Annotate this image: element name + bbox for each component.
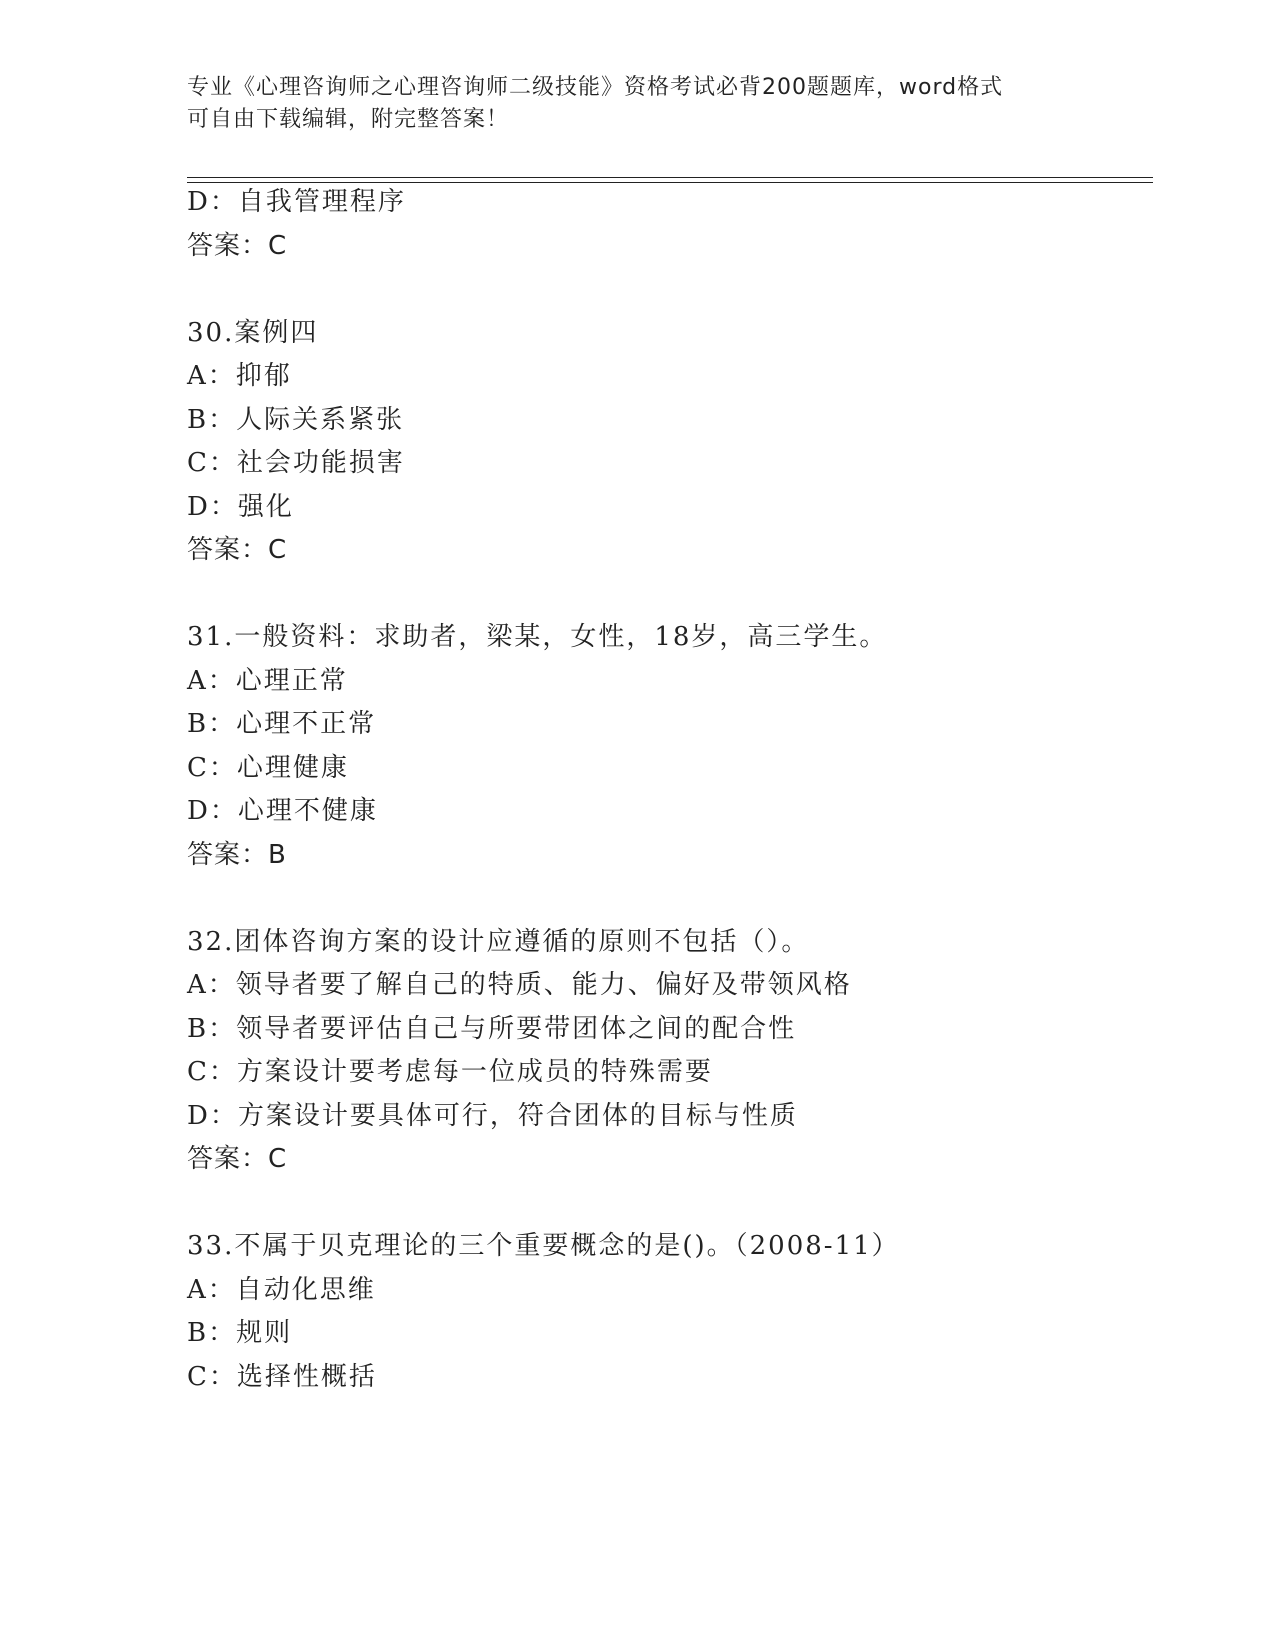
q31-stem: 31.一般资料：求助者，梁某，女性，18岁，高三学生。 xyxy=(187,622,888,652)
q33-option-b: B：规则 xyxy=(187,1318,293,1348)
q32-answer: 答案：C xyxy=(187,1144,288,1174)
q32-stem: 32.团体咨询方案的设计应遵循的原则不包括（）。 xyxy=(187,927,810,957)
page-header xyxy=(187,72,1067,136)
q32-option-d: D：方案设计要具体可行，符合团体的目标与性质 xyxy=(187,1101,798,1131)
prev-answer: 答案：C xyxy=(187,231,288,261)
q32-option-c: C：方案设计要考虑每一位成员的特殊需要 xyxy=(187,1057,713,1087)
q30-option-d: D：强化 xyxy=(187,492,294,522)
q30-answer: 答案：C xyxy=(187,535,288,565)
q31-option-d: D：心理不健康 xyxy=(187,796,378,826)
q30-option-a: A：抑郁 xyxy=(187,361,292,391)
q30-option-c: C：社会功能损害 xyxy=(187,448,405,478)
header-divider-bottom xyxy=(187,182,1153,183)
q33-option-c: C：选择性概括 xyxy=(187,1362,377,1392)
q30-stem: 30.案例四 xyxy=(187,318,319,348)
header-title-line-2: 可自由下载编辑，附完整答案！ xyxy=(187,107,510,132)
q32-option-a: A：领导者要了解自己的特质、能力、偏好及带领风格 xyxy=(187,970,852,1000)
q31-option-b: B：心理不正常 xyxy=(187,709,377,739)
q33-stem: 33.不属于贝克理论的三个重要概念的是()。（2008-11） xyxy=(187,1231,900,1261)
prev-option-d: D：自我管理程序 xyxy=(187,187,406,217)
q31-option-a: A：心理正常 xyxy=(187,666,348,696)
header-title-line-1: 专业《心理咨询师之心理咨询师二级技能》资格考试必背200题题库，word格式 xyxy=(187,75,1004,100)
q31-answer: 答案：B xyxy=(187,840,287,870)
q32-option-b: B：领导者要评估自己与所要带团体之间的配合性 xyxy=(187,1014,797,1044)
header-divider-top xyxy=(187,177,1153,178)
q30-option-b: B：人际关系紧张 xyxy=(187,405,405,435)
q33-option-a: A：自动化思维 xyxy=(187,1275,376,1305)
q31-option-c: C：心理健康 xyxy=(187,753,349,783)
